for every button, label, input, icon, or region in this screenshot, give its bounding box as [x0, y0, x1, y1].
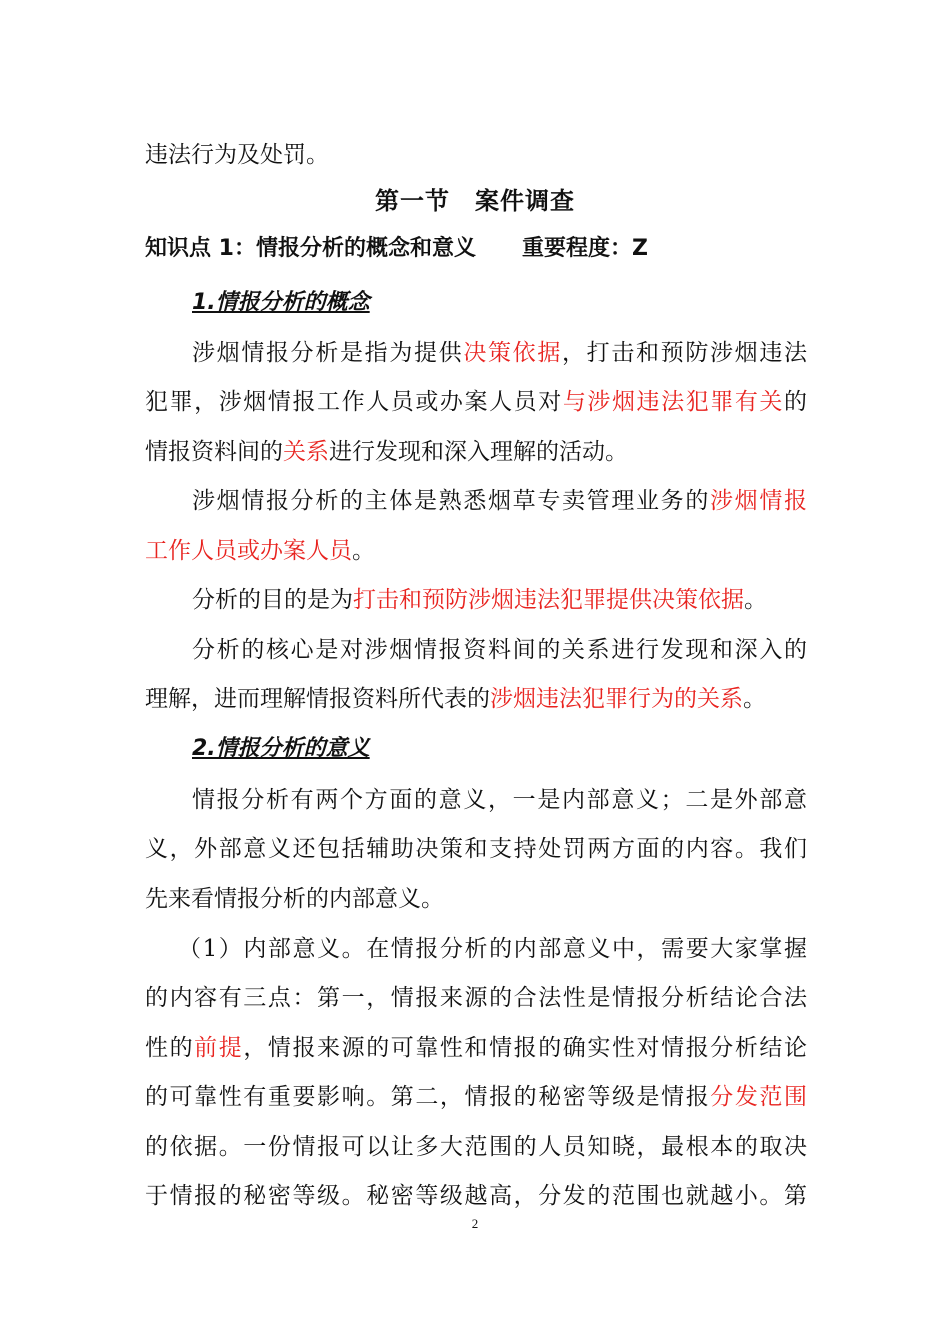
- paragraph-line: 义，外部意义还包括辅助决策和支持处罚两方面的内容。我们: [145, 836, 807, 862]
- knowledge-point-label: 知识点 1：情报分析的概念和意义: [145, 236, 476, 261]
- section-title: 第一节 案件调查: [375, 187, 575, 215]
- highlight-text: 决策依据: [463, 340, 563, 366]
- paragraph-line: 的依据。一份情报可以让多大范围的人员知晓，最根本的取决: [145, 1134, 807, 1160]
- highlight-text: 工作人员或办案人员: [145, 538, 352, 564]
- highlight-text: 关系: [283, 439, 329, 465]
- highlight-text: 打击和预防涉烟违法犯罪提供决策依据: [353, 587, 744, 613]
- paragraph-line: （1）内部意义。在情报分析的内部意义中，需要大家掌握: [178, 936, 807, 962]
- paragraph-line: 分析的目的是为打击和预防涉烟违法犯罪提供决策依据。: [192, 587, 767, 613]
- paragraph-line: 性的前提，情报来源的可靠性和情报的确实性对情报分析结论: [145, 1035, 808, 1061]
- paragraph-line: 先来看情报分析的内部意义。: [145, 886, 444, 912]
- highlight-text: 涉烟违法犯罪行为的关系: [490, 686, 743, 712]
- highlight-text: 前提: [194, 1035, 244, 1061]
- highlight-text: 与涉烟违法犯罪有关: [562, 389, 785, 415]
- paragraph-line: 理解，进而理解情报资料所代表的涉烟违法犯罪行为的关系。: [145, 686, 766, 712]
- subheading-significance: 2.情报分析的意义: [192, 736, 370, 761]
- page-number: 2: [471, 1216, 479, 1231]
- paragraph-line: 违法行为及处罚。: [145, 142, 329, 168]
- highlight-text: 涉烟情报: [710, 488, 808, 514]
- paragraph-line: 的可靠性有重要影响。第二，情报的秘密等级是情报分发范围: [145, 1084, 808, 1110]
- paragraph-line: 情报资料间的关系进行发现和深入理解的活动。: [145, 439, 628, 465]
- subheading-concept: 1.情报分析的概念: [192, 290, 370, 315]
- paragraph-line: 犯罪，涉烟情报工作人员或办案人员对与涉烟违法犯罪有关的: [145, 389, 808, 415]
- paragraph-line: 涉烟情报分析的主体是熟悉烟草专卖管理业务的涉烟情报: [192, 488, 808, 514]
- paragraph-line: 情报分析有两个方面的意义，一是内部意义；二是外部意: [192, 787, 807, 813]
- paragraph-line: 的内容有三点：第一，情报来源的合法性是情报分析结论合法: [145, 985, 807, 1011]
- importance-level: 重要程度：Z: [521, 236, 648, 261]
- paragraph-line: 分析的核心是对涉烟情报资料间的关系进行发现和深入的: [192, 637, 807, 663]
- highlight-text: 分发范围: [710, 1084, 808, 1110]
- paragraph-line: 工作人员或办案人员。: [145, 538, 375, 564]
- paragraph-line: 于情报的秘密等级。秘密等级越高，分发的范围也就越小。第: [145, 1183, 807, 1209]
- knowledge-point-heading: [145, 229, 648, 269]
- paragraph-line: 涉烟情报分析是指为提供决策依据，打击和预防涉烟违法: [192, 340, 808, 366]
